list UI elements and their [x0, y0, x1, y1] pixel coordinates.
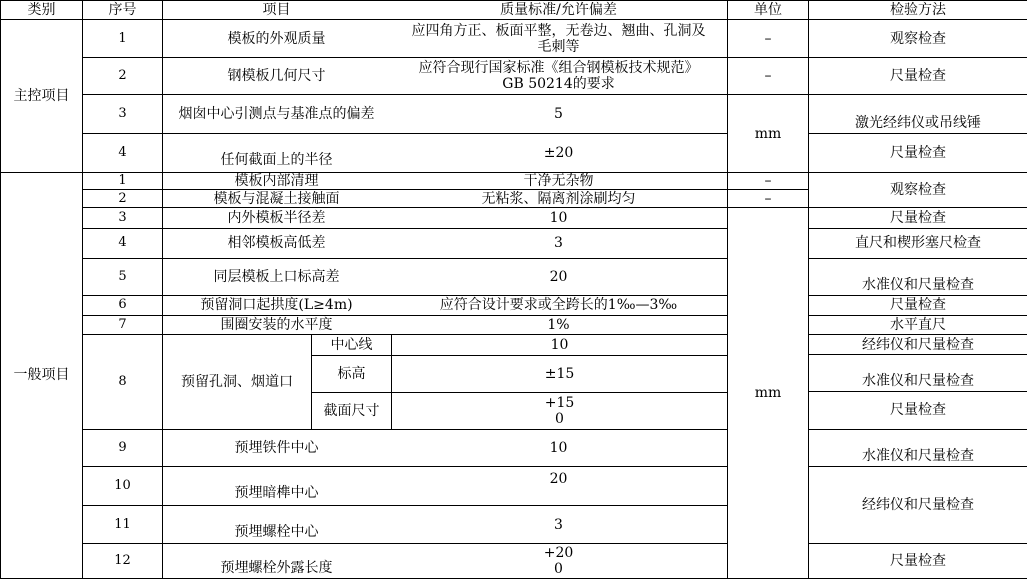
sub-item-name: 截面尺寸: [323, 402, 380, 419]
method-cell: 水准仪和尺量检查: [809, 355, 1027, 392]
row-number: 6: [83, 295, 163, 315]
row-number: 4: [83, 134, 163, 173]
standard-value: 干净无杂物: [523, 172, 594, 189]
row-number: 4: [83, 228, 163, 258]
unit-cell: mm: [728, 208, 809, 579]
table-row: [1, 208, 1027, 228]
sub-item-name: 标高: [312, 356, 391, 393]
header-standard: 质量标准/允许偏差: [500, 2, 617, 19]
table-row: [1, 335, 1027, 355]
unit-cell: mm: [728, 95, 809, 172]
unit-cell: –: [728, 20, 809, 58]
method-cell: 观察检查: [809, 20, 1027, 58]
header-unit: 单位: [728, 1, 809, 20]
row-number: 2: [83, 57, 163, 95]
item-name: 同层模板上口标高差: [213, 268, 340, 285]
method-cell: 观察检查: [809, 172, 1027, 208]
item-name: 内外模板半径差: [227, 209, 326, 226]
method-cell: 尺量检查: [809, 57, 1027, 95]
row-number: 1: [83, 172, 163, 189]
item-name: 预埋螺栓外露长度: [220, 560, 333, 577]
standard-value: 3: [554, 235, 563, 252]
item-name: 烟囱中心引测点与基准点的偏差: [178, 106, 375, 123]
row-number: 1: [83, 20, 163, 58]
table-row: [1, 20, 1027, 58]
row-number: 12: [83, 544, 163, 579]
unit-cell: –: [728, 172, 809, 189]
item-name: 模板与混凝土接触面: [213, 190, 340, 207]
standard-value: 10: [549, 439, 568, 456]
item-name: 预留孔洞、烟道口: [181, 373, 293, 390]
table-row: [1, 228, 1027, 258]
method-cell: 尺量检查: [809, 544, 1027, 579]
table-row: [1, 57, 1027, 95]
item-name: 预留洞口起拱度(L≥4m): [200, 297, 353, 314]
standard-value: 20: [549, 268, 568, 285]
row-number: 5: [83, 258, 163, 295]
method-cell: 经纬仪和尺量检查: [809, 467, 1027, 544]
row-number: 3: [83, 95, 163, 134]
row-number: 7: [83, 315, 163, 334]
table-row: [1, 544, 1027, 579]
method-cell: 激光经纬仪或吊线锤: [809, 95, 1027, 134]
category-general: 一般项目: [1, 172, 83, 578]
header-category: 类别: [1, 1, 83, 20]
standard-line1: +20: [543, 545, 574, 562]
category-main: 主控项目: [1, 20, 83, 172]
method-cell: 尺量检查: [809, 134, 1027, 173]
standard-value: 10: [392, 335, 727, 356]
item-name: 模板内部清理: [234, 172, 319, 189]
standard-line2: GB 50214的要求: [502, 76, 615, 93]
standard-value: 3: [554, 516, 563, 533]
table-row: [1, 134, 1027, 173]
header-method: 检验方法: [809, 1, 1027, 20]
standard-value: 5: [554, 106, 563, 123]
method-cell: 尺量检查: [809, 392, 1027, 430]
table-row: [1, 315, 1027, 334]
standard-line2: 0: [554, 561, 563, 578]
method-cell: 尺量检查: [809, 295, 1027, 315]
standard-value: ±15: [392, 356, 727, 393]
sub-item-name: 中心线: [312, 335, 391, 356]
table-row: [1, 258, 1027, 295]
standard-line1: 应符合现行国家标准《组合钢模板技术规范》: [418, 60, 699, 77]
header-number: 序号: [83, 1, 163, 20]
standard-line1: 应四角方正、板面平整，无卷边、翘曲、孔洞及: [411, 22, 706, 39]
standard-line2: 0: [555, 410, 564, 427]
standard-value: 10: [549, 209, 568, 226]
method-cell: 水平直尺: [809, 315, 1027, 334]
method-cell: 水准仪和尺量检查: [809, 429, 1027, 467]
item-name: 钢模板几何尺寸: [227, 68, 326, 85]
header-item: 项目: [262, 2, 291, 19]
item-name: 预埋铁件中心: [234, 439, 319, 456]
table-row: [1, 95, 1027, 134]
unit-cell: –: [728, 189, 809, 207]
standard-line1: +15: [544, 394, 575, 411]
item-name: 预埋暗榫中心: [234, 484, 319, 501]
table-row: [1, 172, 1027, 189]
unit-cell: –: [728, 57, 809, 95]
row-number: 10: [83, 467, 163, 506]
method-cell: 尺量检查: [809, 208, 1027, 228]
row-number: 3: [83, 208, 163, 228]
table-row: [1, 429, 1027, 467]
item-name: 模板的外观质量: [227, 30, 326, 47]
row-number: 2: [83, 189, 163, 207]
method-cell: 直尺和楔形塞尺检查: [809, 228, 1027, 258]
row-number: 9: [83, 429, 163, 467]
standard-value: ±20: [543, 144, 574, 161]
standard-line2: 毛刺等: [537, 38, 580, 55]
table-row: [1, 467, 1027, 506]
standard-value: 1%: [547, 316, 570, 333]
item-name: 围圈安装的水平度: [220, 316, 333, 333]
standard-value: 20: [549, 470, 568, 487]
item-name: 预埋螺栓中心: [234, 523, 319, 540]
item-name: 相邻模板高低差: [227, 235, 326, 252]
row-number: 11: [83, 505, 163, 544]
standard-value: 无粘浆、隔离剂涂刷均匀: [481, 190, 636, 207]
standard-value: 应符合设计要求或全跨长的1‰—3‰: [439, 297, 678, 314]
item-name: 任何截面上的半径: [220, 151, 333, 168]
method-cell: 经纬仪和尺量检查: [809, 335, 1027, 355]
table-row: [1, 295, 1027, 315]
row-number: 8: [83, 335, 163, 429]
method-cell: 水准仪和尺量检查: [809, 258, 1027, 295]
header-row: [1, 1, 1027, 20]
